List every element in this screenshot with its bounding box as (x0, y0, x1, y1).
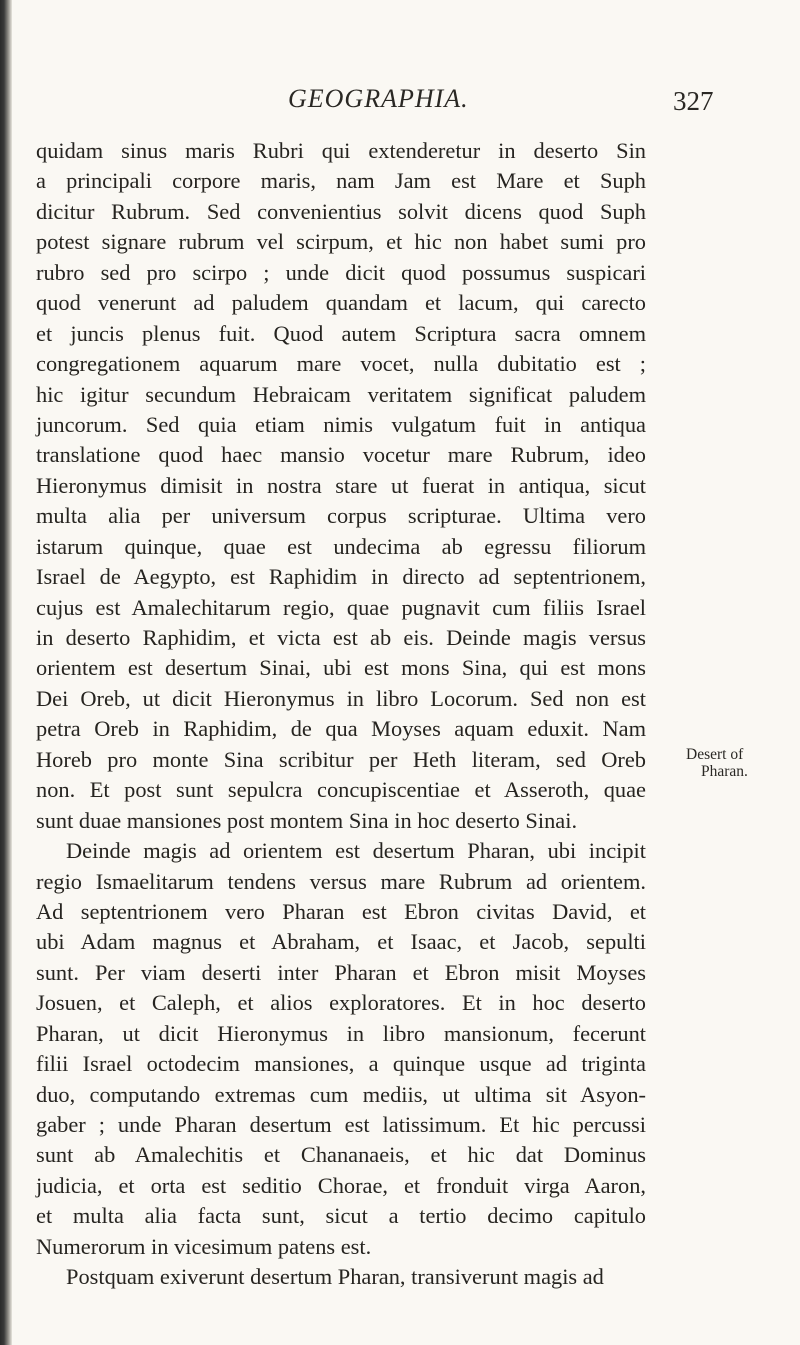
text-line: Dei Oreb, ut dicit Hieronymus in libro Locorum. Sed non est (36, 685, 646, 711)
text-line: orientem est desertum Sinai, ubi est mons Sina, qui est mons (36, 655, 646, 681)
text-line: congregationem aquarum mare vocet, nulla dubitatio est ; (36, 351, 646, 377)
body-text (36, 136, 646, 1293)
text-line: in deserto Raphidim, et victa est ab eis. Deinde magis versus (36, 625, 646, 650)
text-line: duo, computando extremas cum mediis, ut ultima sit Asyon- (36, 1081, 646, 1107)
text-line: sunt ab Amalechitis et Chananaeis, et hic dat Dominus (36, 1142, 646, 1168)
text-line: non. Et post sunt sepulcra concupiscentiae et Asseroth, quae (36, 777, 646, 803)
text-line: istarum quinque, quae est undecima ab egressu filiorum (36, 533, 646, 559)
text-line: Postquam exiverunt desertum Pharan, transiverunt magis ad (66, 1264, 604, 1290)
text-line: Pharan, ut dicit Hieronymus in libro mansionum, fecerunt (36, 1020, 646, 1046)
text-line: gaber ; unde Pharan desertum est latissimum. Et hic percussi (36, 1112, 646, 1137)
running-head-title: GEOGRAPHIA. (288, 84, 469, 113)
text-line: translatione quod haec mansio vocetur mare Rubrum, ideo (36, 442, 646, 468)
text-line: ubi Adam magnus et Abraham, et Isaac, et Jacob, sepulti (36, 929, 646, 955)
text-line: sunt duae mansiones post montem Sina in hoc deserto Sinai. (36, 807, 578, 833)
text-line: Horeb pro monte Sina scribitur per Heth literam, sed Oreb (36, 746, 646, 772)
text-line: Ad septentrionem vero Pharan est Ebron civitas David, et (36, 898, 646, 924)
text-line: judicia, et orta est seditio Chorae, et fronduit virga Aaron, (36, 1172, 646, 1198)
page-number: 327 (673, 86, 714, 116)
text-line: rubro sed pro scirpo ; unde dicit quod possumus suspicari (36, 259, 646, 285)
marginal-note-line: Pharan. (701, 763, 748, 780)
marginal-note-line: Desert of (686, 746, 744, 763)
text-line: multa alia per universum corpus scripturae. Ultima vero (36, 503, 646, 529)
text-line: petra Oreb in Raphidim, de qua Moyses aquam eduxit. Nam (36, 716, 646, 742)
text-line: et multa alia facta sunt, sicut a tertio decimo capitulo (36, 1203, 646, 1229)
text-line: juncorum. Sed quia etiam nimis vulgatum fuit in antiqua (36, 411, 646, 437)
text-line: Hieronymus dimisit in nostra stare ut fuerat in antiqua, sicut (36, 472, 646, 498)
text-line: quod venerunt ad paludem quandam et lacum, qui carecto (36, 290, 646, 316)
text-line: Josuen, et Caleph, et alios exploratores. Et in hoc deserto (36, 990, 646, 1016)
marginal-note (686, 746, 748, 780)
text-line: a principali corpore maris, nam Jam est Mare et Suph (36, 168, 646, 194)
text-line: cujus est Amalechitarum regio, quae pugnavit cum filiis Israel (36, 594, 646, 620)
text-line: Deinde magis ad orientem est desertum Pharan, ubi incipit (66, 838, 646, 864)
text-line: Numerorum in vicesimum patens est. (36, 1233, 372, 1259)
text-line: filii Israel octodecim mansiones, a quinque usque ad triginta (36, 1051, 646, 1077)
text-line: hic igitur secundum Hebraicam veritatem significat paludem (36, 381, 646, 407)
text-line: potest signare rubrum vel scirpum, et hic non habet sumi pro (36, 229, 646, 255)
text-line: Israel de Aegypto, est Raphidim in directo ad septentrionem, (36, 564, 646, 590)
text-line: dicitur Rubrum. Sed convenientius solvit dicens quod Suph (36, 198, 646, 224)
text-line: regio Ismaelitarum tendens versus mare Rubrum ad orientem. (36, 868, 646, 894)
text-line: sunt. Per viam deserti inter Pharan et Ebron misit Moyses (36, 959, 646, 985)
text-line: et juncis plenus fuit. Quod autem Scriptura sacra omnem (36, 320, 646, 346)
text-line: quidam sinus maris Rubri qui extenderetur in deserto Sin (36, 138, 646, 163)
